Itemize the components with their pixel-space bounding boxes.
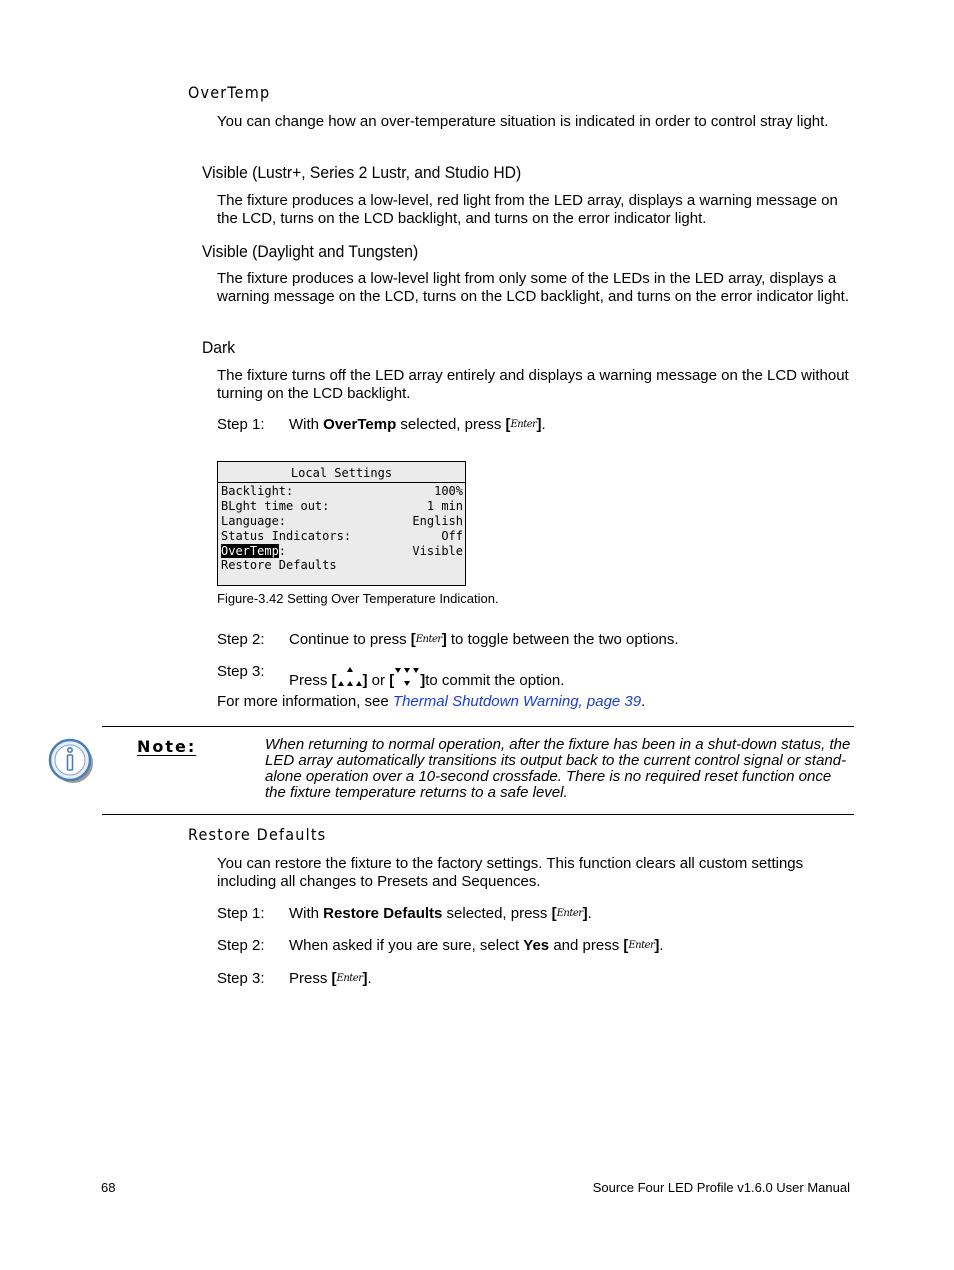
key-bracket: ] xyxy=(536,416,542,433)
lcd-row-label: Restore Defaults xyxy=(221,558,337,572)
key-bracket: [ xyxy=(623,937,629,954)
enter-key-icon: Enter xyxy=(510,419,537,430)
option-title-visible-lustr: Visible (Lustr+, Series 2 Lustr, and Studio HD) xyxy=(202,163,522,182)
option-text-visible-lustr: The fixture produces a low-level, red light from the LED array, displays a warning message on the LCD, turns on the LCD backlight, and turns on the error indicator light. xyxy=(217,192,838,227)
step-text xyxy=(289,631,679,648)
option-text-dark: The fixture turns off the LED array entirely and displays a warning message on the LCD without turning on the LCD backlight. xyxy=(217,367,849,402)
lcd-row-value: 100% xyxy=(434,484,463,498)
key-bracket: [ xyxy=(331,970,337,987)
step-text-part: . xyxy=(367,970,372,987)
info-icon xyxy=(47,737,95,789)
restore-intro: You can restore the fixture to the factory settings. This function clears all custom settings including all changes to Presets and Sequences. xyxy=(217,855,804,890)
lcd-row-overtemp xyxy=(221,544,463,559)
key-bracket: ] xyxy=(582,905,588,922)
key-bracket: [ xyxy=(505,416,511,433)
lcd-row-value: Off xyxy=(441,529,463,543)
lcd-row-label-selected: OverTemp xyxy=(221,544,279,558)
key-bracket: [ xyxy=(551,905,557,922)
key-bracket: ] xyxy=(362,970,368,987)
step-text-part: With xyxy=(289,416,324,433)
lcd-row-label-suffix: : xyxy=(278,544,287,558)
step-label: Step 1: xyxy=(217,416,265,433)
lcd-row-language xyxy=(221,514,463,529)
step-text-part: selected, press xyxy=(442,905,552,922)
option-title-visible-daylight: Visible (Daylight and Tungsten) xyxy=(202,242,419,261)
lcd-row-value: Visible xyxy=(412,544,463,558)
key-bracket: [ xyxy=(389,672,395,689)
lcd-title: Local Settings xyxy=(290,466,393,480)
step-label: Step 3: xyxy=(217,970,265,987)
lcd-row-value: English xyxy=(412,514,463,528)
enter-key-icon: Enter xyxy=(556,908,583,919)
step-text xyxy=(289,416,546,433)
lcd-row-label: BLght time out: xyxy=(221,499,330,513)
lcd-row-label: Language: xyxy=(221,514,287,528)
step-text-part: Press xyxy=(289,970,332,987)
page-number: 68 xyxy=(101,1180,116,1195)
key-bracket: [ xyxy=(410,631,416,648)
key-bracket: ] xyxy=(362,672,368,689)
key-bracket: ] xyxy=(420,672,426,689)
step-text xyxy=(289,663,564,689)
step-text-part: and press xyxy=(549,937,624,954)
step-text xyxy=(289,905,592,922)
note-label: Note: xyxy=(137,737,197,756)
section-heading-overtemp: OverTemp xyxy=(188,83,271,102)
lcd-row-label: Status Indicators: xyxy=(221,529,352,543)
option-title-dark: Dark xyxy=(202,338,236,357)
more-info xyxy=(217,693,645,710)
manual-title: Source Four LED Profile v1.6.0 User Manual xyxy=(592,1180,850,1195)
step-key-term: OverTemp xyxy=(323,416,397,433)
step-label: Step 2: xyxy=(217,937,265,954)
step-text-part: selected, press xyxy=(396,416,506,433)
step-text xyxy=(289,937,664,954)
more-info-text: For more information, see xyxy=(217,693,393,710)
step-text-part: . xyxy=(659,937,664,954)
enter-key-icon: Enter xyxy=(628,940,655,951)
lcd-row-restore-defaults xyxy=(221,558,463,573)
step-text-part: When asked if you are sure, select xyxy=(289,937,524,954)
figure-caption: Figure-3.42 Setting Over Temperature Indication. xyxy=(217,591,499,606)
thermal-shutdown-link[interactable]: Thermal Shutdown Warning, page 39 xyxy=(392,693,642,710)
step-key-term: Restore Defaults xyxy=(323,905,443,922)
step-label: Step 3: xyxy=(217,663,265,680)
step-text-part: . xyxy=(541,416,546,433)
lcd-row-blght-time-out xyxy=(221,499,463,514)
step-label: Step 2: xyxy=(217,631,265,648)
note-top-rule xyxy=(102,726,854,727)
step-key-term: Yes xyxy=(523,937,550,954)
step-label: Step 1: xyxy=(217,905,265,922)
step-text-part: Press xyxy=(289,672,332,689)
step-text-part: or xyxy=(367,672,390,689)
overtemp-intro: You can change how an over-temperature situation is indicated in order to control stray light. xyxy=(217,113,829,130)
step-text-part: With xyxy=(289,905,324,922)
lcd-row-status-indicators xyxy=(221,529,463,544)
more-info-text: . xyxy=(641,693,646,710)
step-text xyxy=(289,970,372,987)
enter-key-icon: Enter xyxy=(415,634,442,645)
lcd-display xyxy=(217,461,466,586)
enter-key-icon: Enter xyxy=(336,973,363,984)
lcd-row-label: Backlight: xyxy=(221,484,294,498)
lcd-row-value: 1 min xyxy=(426,499,463,513)
lcd-row-backlight xyxy=(221,484,463,499)
step-text-part: Continue to press xyxy=(289,631,411,648)
section-heading-restore-defaults: Restore Defaults xyxy=(188,825,327,844)
note-text: When returning to normal operation, after the fixture has been in a shut-down status, the LED array automatically transitions its output back to the current control signal or stand-alone operation over a 10-second crossfade. There is no required reset function once the fixture temperature returns to a safe level. xyxy=(265,736,851,801)
key-bracket: ] xyxy=(441,631,447,648)
up-arrow-key-icon xyxy=(337,666,363,692)
step-text-part: to commit the option. xyxy=(425,672,565,689)
lcd-divider xyxy=(218,482,465,483)
option-text-visible-daylight: The fixture produces a low-level light from only some of the LEDs in the LED array, displays a warning message on the LCD, turns on the LCD backlight, and turns on the error indicator light. xyxy=(217,270,850,305)
down-arrow-key-icon xyxy=(394,666,420,692)
key-bracket: ] xyxy=(654,937,660,954)
key-bracket: [ xyxy=(331,672,337,689)
step-text-part: . xyxy=(587,905,592,922)
step-text-part: to toggle between the two options. xyxy=(446,631,679,648)
note-bottom-rule xyxy=(102,814,854,815)
